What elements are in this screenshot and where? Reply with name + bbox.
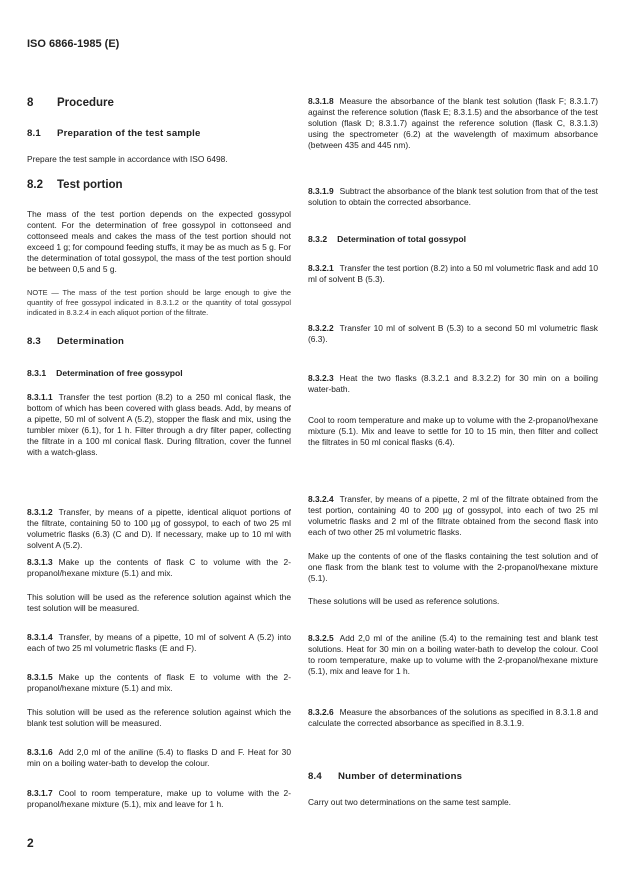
paragraph-8-3-1-7: [27, 788, 291, 810]
heading-8-4: [308, 771, 598, 782]
clause-text: Transfer the test portion (8.2) into a 50 ml volumetric flask and add 10 ml of solvent B (5.3).: [308, 263, 598, 284]
clause-number: 8.3.2.5: [308, 633, 334, 643]
paragraph-8-3-1-1: [27, 392, 291, 457]
heading-8-3-1: [27, 368, 291, 378]
clause-text: Transfer the test portion (8.2) to a 250 ml conical flask, the bottom of which has been covered with glass beads. Add, by means of a pipette, 50 ml of solvent A (5.2), stopper the flask and mix, using the tumbler mixer (6.1), for 1 h. Filter through a dry filter paper, collecting the filtrate in a 100 ml conical flask. During filtration, cover the funnel with a watch-glass.: [27, 392, 291, 457]
section-number: 8.3: [27, 336, 41, 347]
section-number: 8.2: [27, 179, 43, 191]
paragraph-8-2: The mass of the test portion depends on the expected gossypol content. For the determination of free gossypol in cottonseed and cottonseed meals and cakes the mass of the test portion should not exceed 1 g; for compound feeding stuffs, it may be as much as 5 g. For the determination of total gossypol, the mass of the test portion should be between 0,5 and 5 g.: [27, 209, 291, 274]
clause-text: Transfer 10 ml of solvent B (5.3) to a second 50 ml volumetric flask (6.3).: [308, 323, 598, 344]
paragraph-8-3-1-5: [27, 672, 291, 694]
paragraph-8-4: Carry out two determinations on the same test sample.: [308, 797, 511, 807]
paragraph-8-3-1-6: [27, 747, 291, 769]
clause-number: 8.3.1.8: [308, 96, 334, 106]
paragraph-8-3-1-4: [27, 632, 291, 654]
paragraph-8-3-1-2: [27, 507, 291, 551]
paragraph-blank-reference-note: This solution will be used as the reference solution against which the blank test solution will be measured.: [27, 707, 291, 728]
section-title: Number of determinations: [338, 771, 463, 782]
paragraph-8-1: Prepare the test sample in accordance with ISO 6498.: [27, 154, 228, 164]
clause-text: Measure the absorbances of the solutions as specified in 8.3.1.8 and calculate the corrected absorbance as specified in 8.3.1.9.: [308, 707, 598, 728]
section-title: Determination: [57, 336, 125, 347]
paragraph-8-3-1-3: [27, 557, 291, 579]
paragraph-make-up-contents: Make up the contents of one of the flasks containing the test solution and of one flask from the blank test to volume with the 2-propanol/hexane mixture (5.1).: [308, 551, 598, 583]
clause-text: Transfer, by means of a pipette, 2 ml of the filtrate obtained from the test portion, containing 40 to 200 µg of gossypol, into each of two 25 ml volumetric flasks and 2 ml of the filtrate obtained from the second flask into each of two other 25 ml volumetric flasks.: [308, 494, 598, 537]
clause-number: 8.3.1.6: [27, 747, 53, 757]
clause-number: 8.3.1.1: [27, 392, 53, 402]
page-number: 2: [27, 836, 34, 850]
paragraph-8-3-1-8: [308, 96, 598, 151]
clause-text: Heat the two flasks (8.3.2.1 and 8.3.2.2) for 30 min on a boiling water-bath.: [308, 373, 598, 394]
clause-text: Cool to room temperature, make up to volume with the 2-propanol/hexane mixture (5.1), mix and leave for 1 h.: [27, 788, 291, 809]
clause-number: 8.3.1.5: [27, 672, 53, 682]
heading-8-3-2: [308, 234, 598, 244]
clause-number: 8.3.2.2: [308, 323, 334, 333]
paragraph-reference-solutions: These solutions will be used as reference solutions.: [308, 596, 500, 606]
paragraph-8-3-2-6: [308, 707, 598, 729]
clause-number: 8.3.1.7: [27, 788, 53, 798]
clause-number: 8.3.1.2: [27, 507, 53, 517]
clause-text: Add 2,0 ml of the aniline (5.4) to flasks D and F. Heat for 30 min on a boiling water-bath to develop the colour.: [27, 747, 291, 768]
paragraph-8-3-2-3: [308, 373, 598, 395]
paragraph-8-3-1-9: [308, 186, 598, 208]
paragraph-8-3-2-5: [308, 633, 598, 677]
section-number: 8.3.1: [27, 368, 47, 378]
clause-text: Make up the contents of flask E to volume with the 2-propanol/hexane mixture (5.1) and mix.: [27, 672, 291, 693]
heading-8: [27, 97, 291, 109]
section-number: 8.4: [308, 771, 322, 782]
clause-number: 8.3.2.1: [308, 263, 334, 273]
clause-number: 8.3.2.6: [308, 707, 334, 717]
clause-text: Make up the contents of flask C to volume with the 2-propanol/hexane mixture (5.1) and mix.: [27, 557, 291, 578]
clause-text: Add 2,0 ml of the aniline (5.4) to the remaining test and blank test solutions. Heat for 30 min on a boiling water-bath to develop the colour. Cool to room temperature, make up to volume with the 2-propanol/hexane mixture (5.1), mix and leave for 1 h.: [308, 633, 598, 676]
paragraph-8-3-2-4: [308, 494, 598, 538]
document-header: ISO 6866-1985 (E): [27, 38, 120, 50]
clause-text: Measure the absorbance of the blank test solution (flask F; 8.3.1.7) against the reference solution (flask E; 8.3.1.5) and the absorbance of the test solution (flask D; 8.3.1.7) against the reference solution (flask C, 8.3.1.3) using the spectrometer (6.2) at the wavelength of maximum absorbance (between 435 and 445 nm).: [308, 96, 598, 150]
paragraph-8-3-2-2: [308, 323, 598, 345]
note-8-2: NOTE — The mass of the test portion should be large enough to give the quantity of free gossypol indicated in 8.3.1.2 or the quantity of total gossypol indicated in 8.3.2.4 in each aliquot portion of the filtrate.: [27, 288, 291, 317]
section-number: 8.3.2: [308, 234, 328, 244]
section-number: 8: [27, 97, 34, 109]
section-number: 8.1: [27, 128, 41, 139]
clause-text: Subtract the absorbance of the blank test solution from that of the test solution to obtain the corrected absorbance.: [308, 186, 599, 207]
clause-number: 8.3.1.3: [27, 557, 53, 567]
heading-8-3: [27, 336, 291, 347]
heading-8-1: [27, 128, 291, 139]
clause-number: 8.3.2.3: [308, 373, 334, 383]
clause-number: 8.3.2.4: [308, 494, 334, 504]
section-title: Test portion: [57, 179, 123, 191]
clause-number: 8.3.1.4: [27, 632, 53, 642]
clause-text: Transfer, by means of a pipette, 10 ml of solvent A (5.2) into each of two 25 ml volumetric flasks (E and F).: [27, 632, 291, 653]
section-title: Determination of free gossypol: [56, 368, 183, 378]
clause-number: 8.3.1.9: [308, 186, 334, 196]
section-title: Determination of total gossypol: [337, 234, 467, 244]
clause-text: Transfer, by means of a pipette, identical aliquot portions of the filtrate, containing 50 to 100 µg of gossypol, to each of two 25 ml volumetric flasks (6.3) (C and D). If necessary, make up to 10 ml with solvent A (5.2).: [27, 507, 291, 550]
paragraph-reference-note: This solution will be used as the reference solution against which the test solution will be measured.: [27, 592, 291, 613]
heading-8-2: [27, 179, 291, 191]
paragraph-8-3-2-1: [308, 263, 598, 285]
section-title: Preparation of the test sample: [57, 128, 201, 139]
paragraph-cool-filter: Cool to room temperature and make up to volume with the 2-propanol/hexane mixture (5.1). Mix and leave to settle for 10 to 15 min, then filter and collect the filtrates in 50 ml conical flasks (6.4).: [308, 415, 598, 447]
section-title: Procedure: [57, 97, 114, 109]
